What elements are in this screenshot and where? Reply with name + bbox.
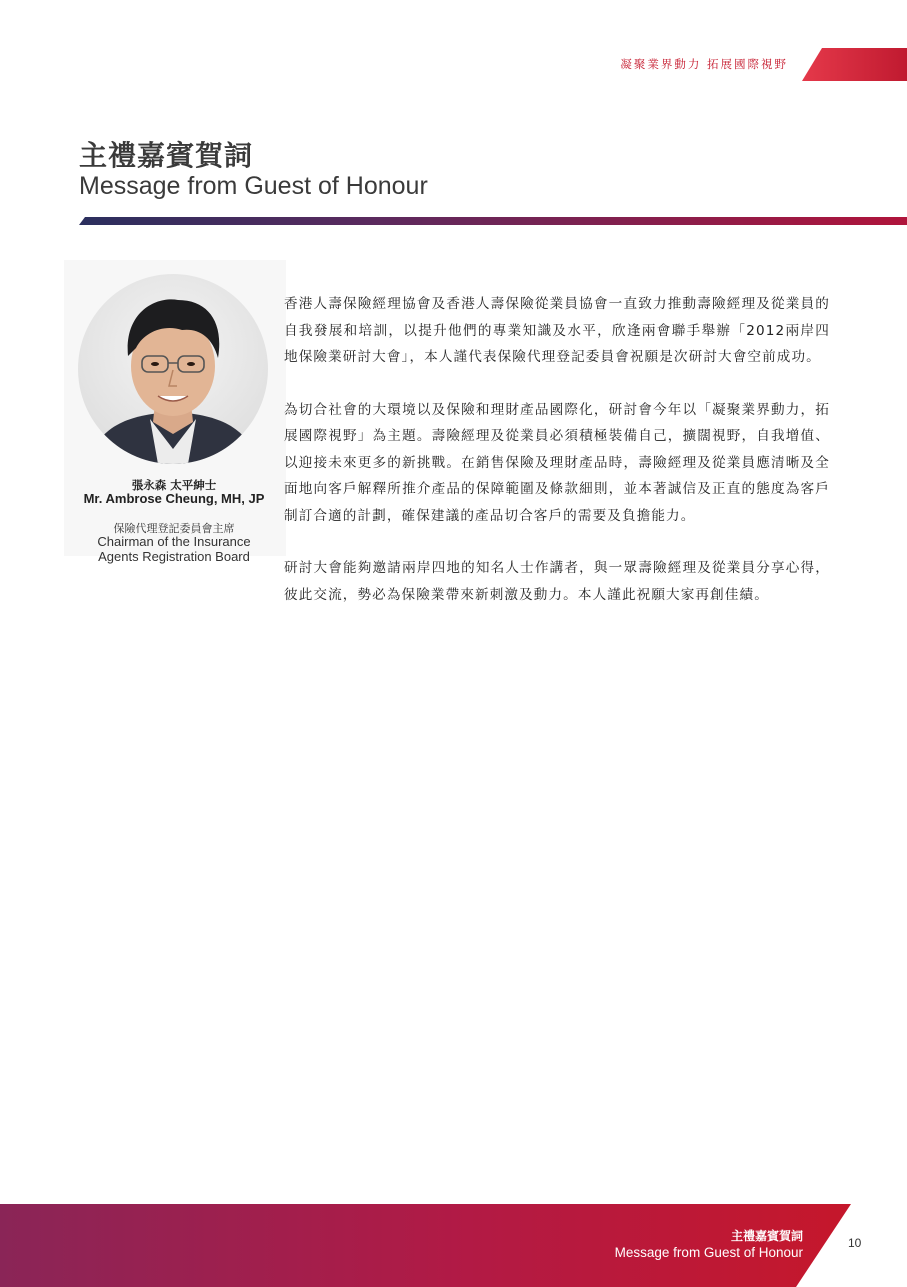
portrait-photo [78, 274, 268, 464]
message-body [284, 291, 830, 634]
title-divider [79, 217, 907, 225]
portrait-image [78, 274, 268, 464]
footer-title-zh: 主禮嘉賓賀詞 [730, 1229, 803, 1243]
message-paragraph-3: 研討大會能夠邀請兩岸四地的知名人士作講者，與一眾壽險經理及從業員分享心得，彼此交流，勢必為保險業帶來新刺激及動力。本人謹此祝願大家再創佳績。 [284, 560, 830, 603]
guest-position-en-line1: Chairman of the Insurance [97, 534, 251, 549]
footer-title-en: Message from Guest of Honour [614, 1245, 803, 1260]
guest-name-zh: 張永森 太平紳士 [131, 478, 217, 492]
guest-name-en: Mr. Ambrose Cheung, MH, JP [83, 491, 265, 506]
message-paragraph-2: 為切合社會的大環境以及保險和理財產品國際化，研討會今年以「凝聚業界動力，拓展國際視野」為主題。壽險經理及從業員必須積極裝備自己，擴闊視野，自我增值、以迎接未來更多的新挑戰。在銷售保險及理財產品時，壽險經理及從業員應清晰及全面地向客戶解釋所推介產品的保障範圍及條款細則，並本著誠信及正直的態度為客戶制訂合適的計劃，確保建議的產品切合客戶的需要及負擔能力。 [284, 401, 830, 524]
header-slogan: 凝聚業界動力 拓展國際視野 [620, 57, 788, 71]
guest-position-en-line2: Agents Registration Board [98, 549, 250, 564]
page-number: 10 [848, 1236, 862, 1250]
guest-position-en [79, 534, 269, 564]
message-paragraph-1: 香港人壽保險經理協會及香港人壽保險從業員協會一直致力推動壽險經理及從業員的自我發展和培訓，以提升他們的專業知識及水平，欣逢兩會聯手舉辦「2012兩岸四地保險業研討大會」，本人謹代表保險代理登記委員會祝願是次研討大會空前成功。 [284, 296, 830, 365]
guest-position-zh: 保險代理登記委員會主席 [113, 522, 235, 535]
header-accent-tab [802, 48, 907, 81]
page-title-en: Message from Guest of Honour [79, 172, 428, 200]
page-title-zh: 主禮嘉賓賀詞 [79, 139, 254, 172]
